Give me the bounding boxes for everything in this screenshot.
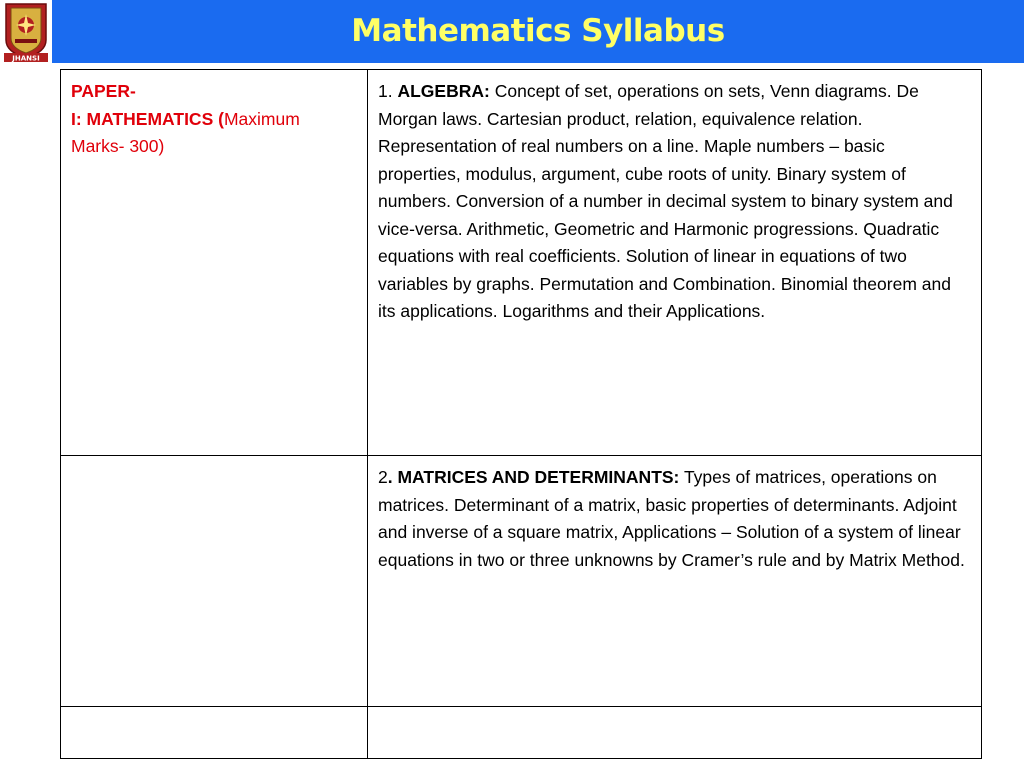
paper-marks: Maximum Marks- 300) bbox=[71, 108, 300, 156]
empty-cell bbox=[368, 707, 982, 759]
paper-title-line2: I: MATHEMATICS ( bbox=[71, 108, 224, 129]
section-number: 2 bbox=[378, 467, 388, 487]
emblem-icon bbox=[0, 0, 52, 63]
table-row bbox=[61, 456, 982, 707]
table-row bbox=[61, 70, 982, 456]
section-number: 1. bbox=[378, 81, 393, 101]
syllabus-table bbox=[60, 69, 982, 759]
empty-cell bbox=[61, 456, 368, 707]
section-text: Types of matrices, operations on matrices. Determinant of a matrix, basic properties of determinants. Adjoint and inverse of a square matrix, Applications – Solution of a system of linear equations in two or three unknowns by Cramer’s rule and by Matrix Method. bbox=[378, 467, 965, 570]
paper-cell bbox=[61, 70, 368, 456]
page-title: Mathematics Syllabus bbox=[351, 13, 725, 49]
section-algebra bbox=[368, 70, 982, 456]
paper-title-line1: PAPER- bbox=[71, 81, 136, 101]
svg-text:JHANSI: JHANSI bbox=[12, 54, 40, 63]
header-bar bbox=[0, 0, 1024, 63]
section-text: Concept of set, operations on sets, Venn diagrams. De Morgan laws. Cartesian product, relation, equivalence relation. Representation of real numbers on a line. Maple numbers – basic properties, modulus, argument, cube roots of unity. Binary system of numbers. Conversion of a number in decimal system to binary system and vice-versa. Arithmetic, Geometric and Harmonic progressions. Quadratic equations with real coefficients. Solution of linear in equations of two variables by graphs. Permutation and Combination. Binomial theorem and its applications. Logarithms and their Applications. bbox=[378, 81, 953, 321]
section-heading: ALGEBRA: bbox=[397, 81, 490, 101]
empty-cell bbox=[61, 707, 368, 759]
section-matrices bbox=[368, 456, 982, 707]
logo bbox=[0, 0, 52, 63]
paper-title bbox=[71, 78, 357, 161]
table-row bbox=[61, 707, 982, 759]
section-heading: . MATRICES AND DETERMINANTS: bbox=[387, 467, 680, 487]
